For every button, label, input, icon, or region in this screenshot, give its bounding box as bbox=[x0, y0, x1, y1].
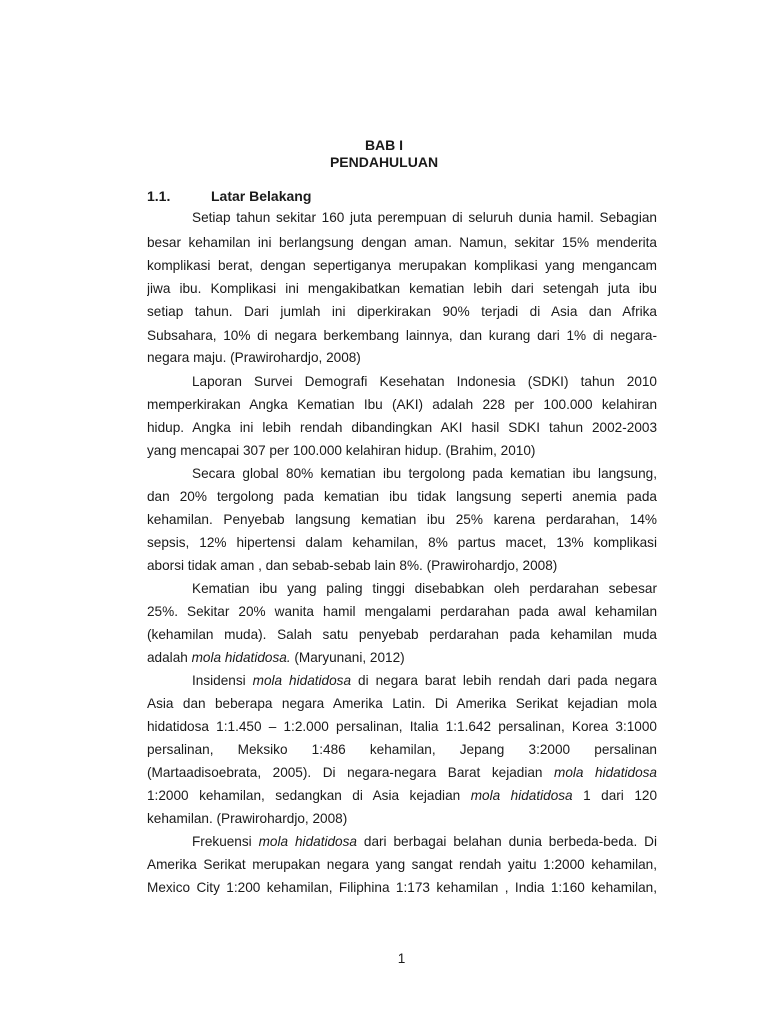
body-line: dan 20% tergolong pada kematian ibu tidak langsung seperti anemia pada bbox=[147, 489, 657, 504]
body-line: yang mencapai 307 per 100.000 kelahiran hidup. (Brahim, 2010) bbox=[147, 443, 536, 458]
body-line: Secara global 80% kematian ibu tergolong pada kematian ibu langsung, bbox=[192, 466, 657, 481]
body-line: (Martaadisoebrata, 2005). Di negara-negara Barat kejadian mola hidatidosa bbox=[147, 765, 657, 780]
section-title: Latar Belakang bbox=[211, 188, 312, 204]
body-line: Insidensi mola hidatidosa di negara barat lebih rendah dari pada negara bbox=[192, 673, 657, 688]
body-line: komplikasi berat, dengan sepertiganya merupakan komplikasi yang mengancam bbox=[147, 258, 657, 273]
page-number: 1 bbox=[397, 951, 406, 966]
section-heading bbox=[147, 188, 311, 205]
body-line: Frekuensi mola hidatidosa dari berbagai belahan dunia berbeda-beda. Di bbox=[192, 834, 657, 849]
body-line: sepsis, 12% hipertensi dalam kehamilan, 8% partus macet, 13% komplikasi bbox=[147, 535, 657, 550]
body-line: Kematian ibu yang paling tinggi disebabkan oleh perdarahan sebesar bbox=[192, 581, 657, 596]
chapter-label: BAB I bbox=[364, 137, 404, 153]
body-line: kehamilan. (Prawirohardjo, 2008) bbox=[147, 811, 348, 826]
body-line: adalah mola hidatidosa. (Maryunani, 2012) bbox=[147, 650, 405, 665]
body-line: setiap tahun. Dari jumlah ini diperkirakan 90% terjadi di Asia dan Afrika bbox=[147, 304, 657, 319]
body-line: besar kehamilan ini berlangsung dengan aman. Namun, sekitar 15% menderita bbox=[147, 235, 657, 250]
body-line: Amerika Serikat merupakan negara yang sangat rendah yaitu 1:2000 kehamilan, bbox=[147, 857, 657, 872]
body-line: 1:2000 kehamilan, sedangkan di Asia kejadian mola hidatidosa 1 dari 120 bbox=[147, 788, 657, 803]
body-line: Mexico City 1:200 kehamilan, Filiphina 1:173 kehamilan , India 1:160 kehamilan, bbox=[147, 880, 657, 895]
section-number: 1.1. bbox=[147, 188, 171, 204]
body-line: Asia dan beberapa negara Amerika Latin. Di Amerika Serikat kejadian mola bbox=[147, 696, 657, 711]
body-line: (kehamilan muda). Salah satu penyebab perdarahan pada kehamilan muda bbox=[147, 627, 657, 642]
body-line: Setiap tahun sekitar 160 juta perempuan di seluruh dunia hamil. Sebagian bbox=[192, 210, 657, 225]
body-line: memperkirakan Angka Kematian Ibu (AKI) adalah 228 per 100.000 kelahiran bbox=[147, 397, 657, 412]
body-line: hidup. Angka ini lebih rendah dibandingkan AKI hasil SDKI tahun 2002-2003 bbox=[147, 420, 657, 435]
body-line: kehamilan. Penyebab langsung kematian ibu 25% karena perdarahan, 14% bbox=[147, 512, 657, 527]
body-line: Laporan Survei Demografi Kesehatan Indonesia (SDKI) tahun 2010 bbox=[192, 374, 657, 389]
body-line: persalinan, Meksiko 1:486 kehamilan, Jepang 3:2000 persalinan bbox=[147, 742, 657, 757]
body-line: aborsi tidak aman , dan sebab-sebab lain 8%. (Prawirohardjo, 2008) bbox=[147, 558, 558, 573]
body-line: 25%. Sekitar 20% wanita hamil mengalami perdarahan pada awal kehamilan bbox=[147, 604, 657, 619]
chapter-title: PENDAHULUAN bbox=[329, 154, 439, 170]
body-line: negara maju. (Prawirohardjo, 2008) bbox=[147, 350, 361, 365]
body-line: jiwa ibu. Komplikasi ini mengakibatkan kematian lebih dari setengah juta ibu bbox=[147, 281, 657, 296]
body-line: Subsahara, 10% di negara berkembang lainnya, dan kurang dari 1% di negara- bbox=[147, 328, 657, 343]
body-line: hidatidosa 1:1.450 – 1:2.000 persalinan, Italia 1:1.642 persalinan, Korea 3:1000 bbox=[147, 719, 657, 734]
